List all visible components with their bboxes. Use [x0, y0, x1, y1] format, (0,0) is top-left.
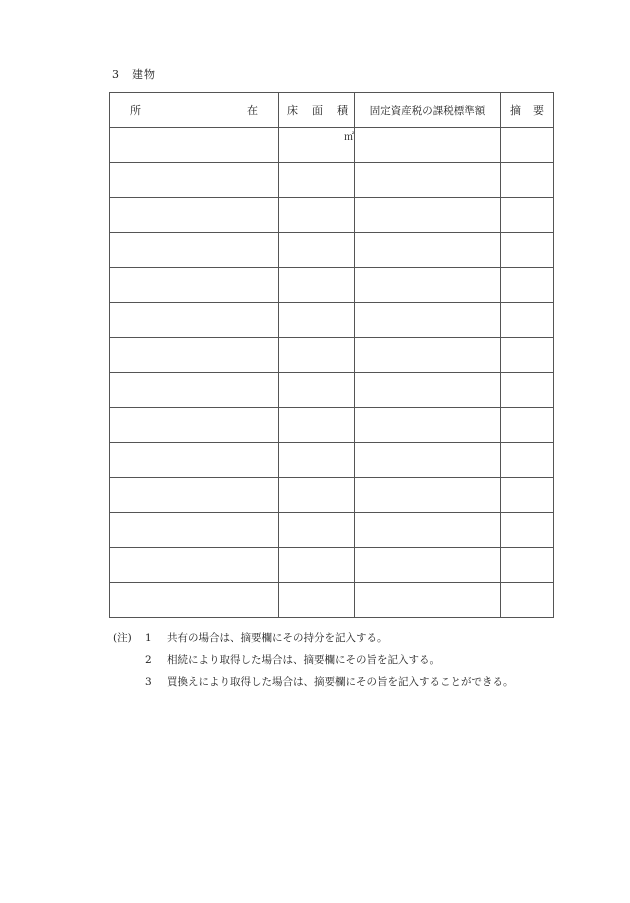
table-row	[110, 478, 554, 513]
tax-standard-cell[interactable]	[355, 303, 501, 338]
location-cell[interactable]	[110, 198, 279, 233]
location-cell[interactable]	[110, 513, 279, 548]
note-item	[113, 674, 514, 696]
header-row	[110, 93, 554, 128]
floor-area-cell[interactable]	[279, 268, 355, 303]
location-cell[interactable]	[110, 373, 279, 408]
section-number: 3	[112, 68, 120, 81]
floor-area-cell[interactable]	[279, 443, 355, 478]
tax-standard-cell[interactable]	[355, 373, 501, 408]
tax-standard-cell[interactable]	[355, 478, 501, 513]
tax-standard-cell[interactable]	[355, 583, 501, 618]
remarks-cell[interactable]	[501, 513, 554, 548]
remarks-cell[interactable]	[501, 233, 554, 268]
floor-area-cell[interactable]	[279, 233, 355, 268]
table-row	[110, 408, 554, 443]
header-location	[110, 93, 279, 128]
header-remarks-char-2: 要	[533, 104, 544, 117]
tax-standard-cell[interactable]	[355, 128, 501, 163]
location-cell[interactable]	[110, 128, 279, 163]
floor-area-cell[interactable]	[279, 303, 355, 338]
remarks-cell[interactable]	[501, 478, 554, 513]
remarks-cell[interactable]	[501, 443, 554, 478]
floor-area-cell[interactable]	[279, 583, 355, 618]
header-tax-standard-label: 固定資産税の課税標準額	[369, 104, 486, 117]
tax-standard-cell[interactable]	[355, 513, 501, 548]
table-row	[110, 443, 554, 478]
note-text: 相続により取得した場合は、摘要欄にその旨を記入する。	[167, 654, 440, 666]
section-title	[112, 66, 156, 82]
table-row	[110, 583, 554, 618]
remarks-cell[interactable]	[501, 128, 554, 163]
floor-area-cell[interactable]	[279, 338, 355, 373]
remarks-cell[interactable]	[501, 583, 554, 618]
building-table	[109, 92, 554, 618]
notes	[113, 630, 514, 696]
note-text: 買換えにより取得した場合は、摘要欄にその旨を記入することができる。	[167, 676, 514, 688]
floor-area-cell[interactable]	[279, 548, 355, 583]
location-cell[interactable]	[110, 443, 279, 478]
note-number: 3	[145, 676, 152, 688]
tax-standard-cell[interactable]	[355, 198, 501, 233]
table-row	[110, 513, 554, 548]
table-row	[110, 338, 554, 373]
floor-area-cell[interactable]	[279, 478, 355, 513]
table-row	[110, 268, 554, 303]
remarks-cell[interactable]	[501, 198, 554, 233]
note-item	[113, 630, 514, 652]
remarks-cell[interactable]	[501, 373, 554, 408]
header-location-char-2: 在	[247, 104, 258, 117]
tax-standard-cell[interactable]	[355, 163, 501, 198]
tax-standard-cell[interactable]	[355, 548, 501, 583]
table-row	[110, 198, 554, 233]
table-row	[110, 233, 554, 268]
remarks-cell[interactable]	[501, 268, 554, 303]
section-heading: 建物	[132, 68, 156, 81]
header-floor-area	[279, 93, 355, 128]
location-cell[interactable]	[110, 583, 279, 618]
location-cell[interactable]	[110, 303, 279, 338]
header-remarks-char-1: 摘	[510, 104, 521, 117]
remarks-cell[interactable]	[501, 163, 554, 198]
tax-standard-cell[interactable]	[355, 443, 501, 478]
location-cell[interactable]	[110, 268, 279, 303]
tax-standard-cell[interactable]	[355, 233, 501, 268]
header-remarks	[501, 93, 554, 128]
location-cell[interactable]	[110, 548, 279, 583]
tax-standard-cell[interactable]	[355, 408, 501, 443]
location-cell[interactable]	[110, 163, 279, 198]
floor-area-cell[interactable]	[279, 408, 355, 443]
header-area-char-3: 積	[337, 104, 348, 117]
tax-standard-cell[interactable]	[355, 268, 501, 303]
table-row	[110, 163, 554, 198]
remarks-cell[interactable]	[501, 548, 554, 583]
floor-area-cell[interactable]	[279, 198, 355, 233]
note-item	[113, 652, 514, 674]
notes-label: (注)	[113, 632, 132, 644]
header-area-char-1: 床	[287, 104, 298, 117]
note-text: 共有の場合は、摘要欄にその持分を記入する。	[167, 632, 388, 644]
note-number: 1	[145, 632, 152, 644]
header-tax-standard	[355, 93, 501, 128]
remarks-cell[interactable]	[501, 303, 554, 338]
table-row	[110, 373, 554, 408]
location-cell[interactable]	[110, 233, 279, 268]
header-location-char-1: 所	[130, 104, 141, 117]
location-cell[interactable]	[110, 338, 279, 373]
floor-area-cell[interactable]	[279, 163, 355, 198]
table-row	[110, 548, 554, 583]
tax-standard-cell[interactable]	[355, 338, 501, 373]
remarks-cell[interactable]	[501, 408, 554, 443]
table-row	[110, 303, 554, 338]
floor-area-cell[interactable]	[279, 128, 355, 163]
header-area-char-2: 面	[312, 104, 323, 117]
floor-area-cell[interactable]	[279, 373, 355, 408]
remarks-cell[interactable]	[501, 338, 554, 373]
table-row	[110, 128, 554, 163]
note-number: 2	[145, 654, 152, 666]
location-cell[interactable]	[110, 408, 279, 443]
floor-area-cell[interactable]	[279, 513, 355, 548]
location-cell[interactable]	[110, 478, 279, 513]
area-unit: ㎡	[344, 132, 354, 143]
